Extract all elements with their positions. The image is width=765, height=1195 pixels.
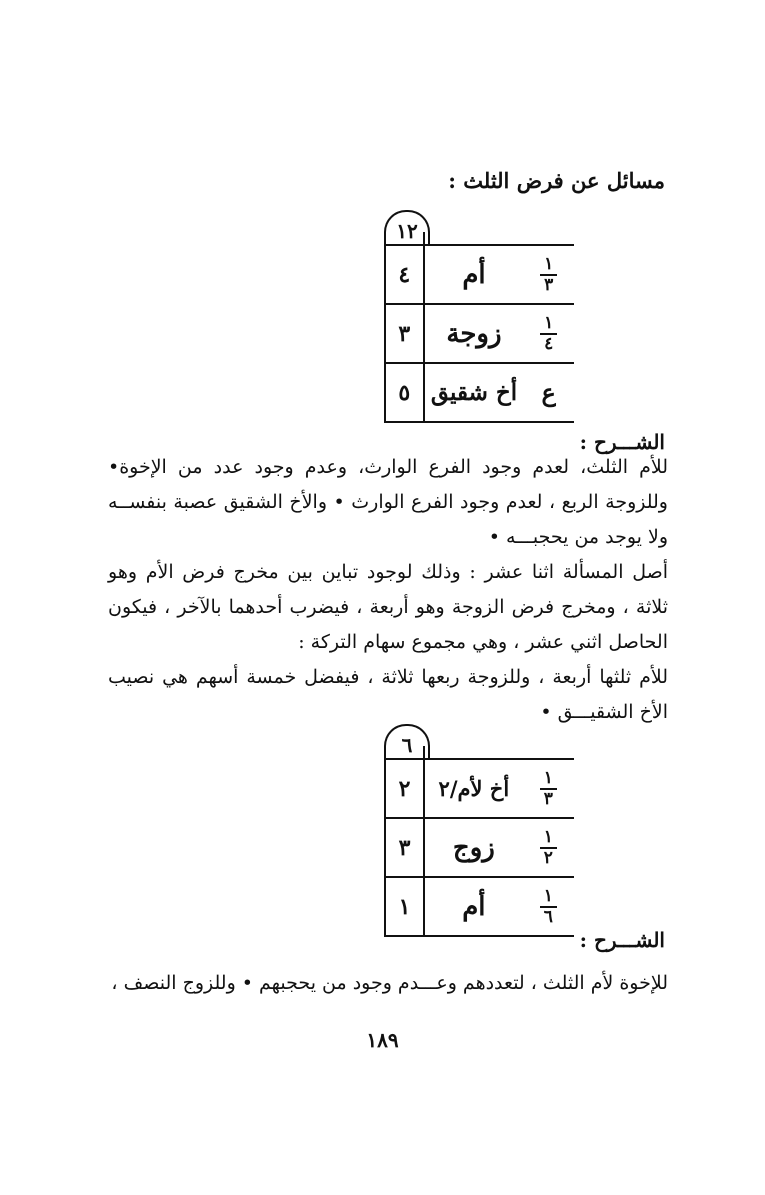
explanation-label-2: الشـــرح : xyxy=(579,928,665,952)
table-1-grid xyxy=(384,232,574,423)
sahm-cell: ٢ xyxy=(385,759,424,818)
share-numerator: ١ xyxy=(540,887,557,908)
table-row xyxy=(385,245,574,304)
sahm-cell: ٣ xyxy=(385,304,424,363)
heir-cell: أخ شقيق xyxy=(424,363,524,422)
share-numerator: ١ xyxy=(540,828,557,849)
share-cell xyxy=(523,818,574,877)
table-2-base: ٦ xyxy=(384,724,430,758)
table-1-base: ١٢ xyxy=(384,210,430,244)
share-denominator: ٢ xyxy=(543,847,553,868)
heir-cell: زوج xyxy=(424,818,522,877)
inheritance-table-1 xyxy=(384,210,574,407)
share-cell xyxy=(523,245,574,304)
table-row xyxy=(385,877,574,936)
sahm-cell: ٤ xyxy=(385,245,424,304)
share-cell xyxy=(523,304,574,363)
sahm-cell: ٥ xyxy=(385,363,424,422)
share-cell xyxy=(523,877,574,936)
share-numerator: ١ xyxy=(540,255,557,276)
share-denominator: ٣ xyxy=(544,274,554,295)
inheritance-table-2 xyxy=(384,724,574,927)
section-heading: مسائل عن فرض الثلث : xyxy=(448,168,665,193)
table-row xyxy=(385,818,574,877)
table-row xyxy=(385,363,574,422)
share-numerator: ١ xyxy=(540,314,557,335)
sahm-cell: ٣ xyxy=(385,818,424,877)
page-number: ١٨٩ xyxy=(366,1028,399,1052)
explanation-1-paragraph-1: للأم الثلث، لعدم وجود الفرع الوارث، وعدم وجود عدد من الإخوة• وللزوجة الربع ، لعدم وجود الفرع الوارث • والأخ الشقيق عصبة بنفســه ولا يوجد من يحجبـــه • xyxy=(108,456,668,548)
explanation-1 xyxy=(108,450,668,730)
explanation-2 xyxy=(108,966,668,1001)
share-denominator: ٦ xyxy=(543,906,553,927)
heir-cell: أم xyxy=(424,245,524,304)
share-denominator: ٤ xyxy=(544,333,554,354)
explanation-label-1: الشـــرح : xyxy=(579,430,665,454)
table-row xyxy=(385,759,574,818)
share-cell xyxy=(523,759,574,818)
explanation-1-paragraph-3: للأم ثلثها أربعة ، وللزوجة ربعها ثلاثة ، فيفضل خمسة أسهم هي نصيب الأخ الشقيـــق • xyxy=(108,666,668,723)
explanation-2-paragraph-1: للإخوة لأم الثلث ، لتعددهم وعـــدم وجود من يحجبهم • وللزوج النصف ، xyxy=(111,972,668,994)
share-cell: ع xyxy=(523,363,574,422)
share-numerator: ١ xyxy=(540,769,557,790)
table-row xyxy=(385,304,574,363)
explanation-1-paragraph-2: أصل المسألة اثنا عشر : وذلك لوجود تباين بين مخرج فرض الأم وهو ثلاثة ، ومخرج فرض الزوجة وهو أربعة ، فيضرب أحدهما بالآخر ، فيكون الحاصل اثني عشر ، وهي مجموع سهام التركة : xyxy=(108,561,668,653)
heir-cell: أخ لأم/٢ xyxy=(424,759,522,818)
heir-cell: زوجة xyxy=(424,304,524,363)
sahm-cell: ١ xyxy=(385,877,424,936)
table-2-grid xyxy=(384,746,574,937)
share-denominator: ٣ xyxy=(543,788,553,809)
heir-cell: أم xyxy=(424,877,522,936)
